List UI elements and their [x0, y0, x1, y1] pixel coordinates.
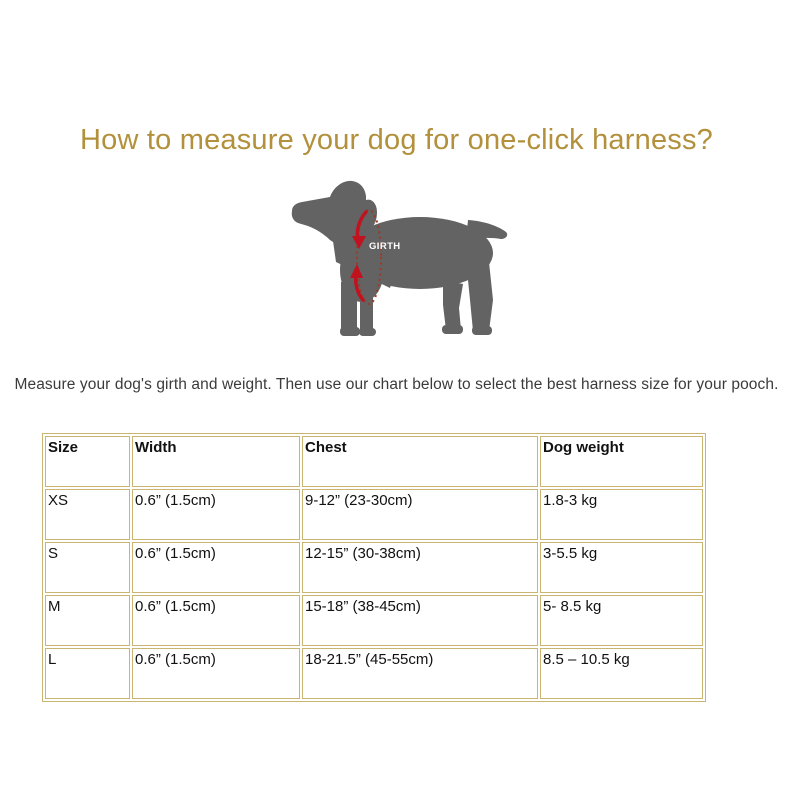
- girth-label: GIRTH: [369, 241, 401, 252]
- column-header: Dog weight: [540, 436, 703, 487]
- table-header-row: [45, 436, 703, 487]
- column-header: Width: [132, 436, 300, 487]
- dog-silhouette-icon: [292, 181, 507, 336]
- page-title: How to measure your dog for one-click harness?: [80, 124, 713, 156]
- size-chart-body: [45, 489, 703, 699]
- table-cell: 18-21.5” (45-55cm): [302, 648, 538, 699]
- table-cell: 0.6” (1.5cm): [132, 489, 300, 540]
- table-cell: M: [45, 595, 130, 646]
- table-cell: S: [45, 542, 130, 593]
- table-row: [45, 489, 703, 540]
- table-cell: 8.5 – 10.5 kg: [540, 648, 703, 699]
- table-cell: 0.6” (1.5cm): [132, 648, 300, 699]
- table-cell: 3-5.5 kg: [540, 542, 703, 593]
- column-header: Size: [45, 436, 130, 487]
- table-cell: 15-18” (38-45cm): [302, 595, 538, 646]
- table-cell: XS: [45, 489, 130, 540]
- table-cell: 0.6” (1.5cm): [132, 542, 300, 593]
- table-cell: 12-15” (30-38cm): [302, 542, 538, 593]
- table-cell: L: [45, 648, 130, 699]
- size-chart-table: [42, 433, 706, 702]
- table-cell: 5- 8.5 kg: [540, 595, 703, 646]
- measure-instructions-text: Measure your dog's girth and weight. Then use our chart below to select the best harness size for your pooch.: [14, 376, 779, 393]
- table-row: [45, 648, 703, 699]
- table-cell: 9-12” (23-30cm): [302, 489, 538, 540]
- dog-measurement-diagram: [283, 175, 515, 343]
- column-header: Chest: [302, 436, 538, 487]
- size-chart-header: [45, 436, 703, 487]
- table-row: [45, 595, 703, 646]
- table-cell: 1.8-3 kg: [540, 489, 703, 540]
- table-cell: 0.6” (1.5cm): [132, 595, 300, 646]
- table-row: [45, 542, 703, 593]
